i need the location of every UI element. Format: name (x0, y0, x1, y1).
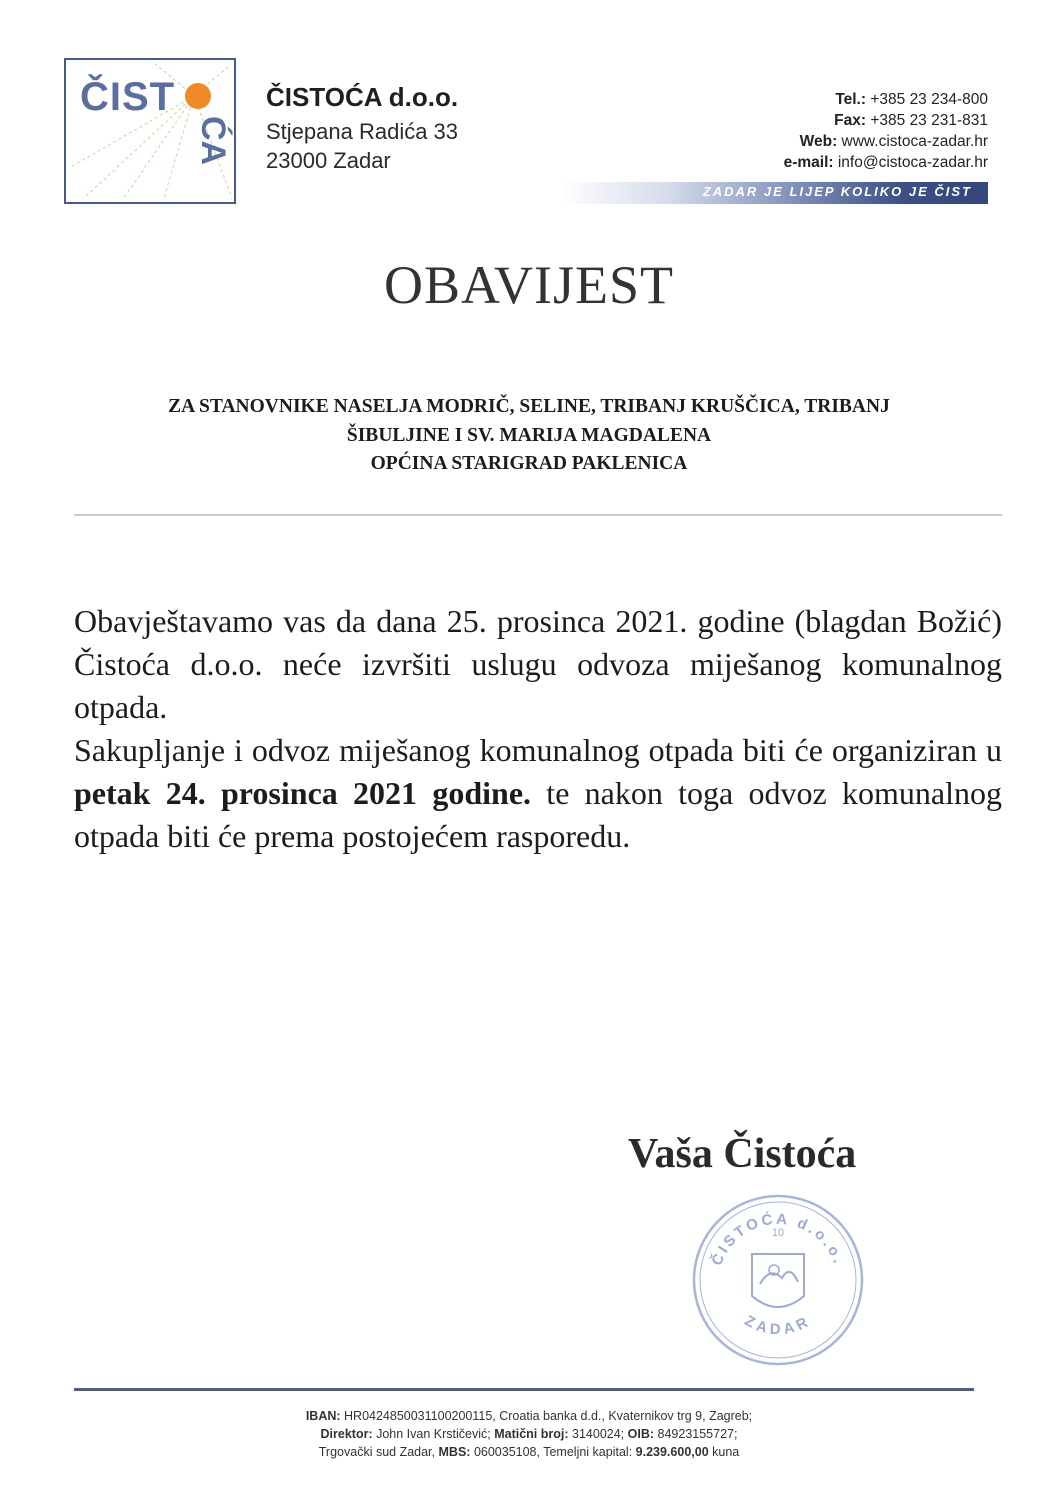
oib-value: 84923155727; (657, 1427, 738, 1441)
web-label: Web: (799, 133, 838, 150)
svg-text:ZADAR (742, 1312, 815, 1338)
fax-label: Fax: (834, 112, 867, 129)
mb-value: 3140024; (572, 1427, 625, 1441)
mb-label: Matični broj: (494, 1427, 569, 1441)
company-stamp (690, 1192, 866, 1368)
notice-title: OBAVIJEST (383, 255, 675, 315)
body-paragraph-1: Obavještavamo vas da dana 25. prosinca 2021. godine (blagdan Božić) Čistoća d.o.o. neće izvršiti uslugu odvoza miješanog komunalnog otpada. (74, 603, 1002, 725)
mbs-label: MBS: (438, 1445, 471, 1459)
contact-block (784, 89, 988, 173)
company-logo (64, 58, 236, 204)
director-label: Direktor: (320, 1427, 373, 1441)
slogan-bar (560, 182, 988, 204)
contact-web (784, 131, 988, 152)
director-value: John Ivan Krstičević; (376, 1427, 491, 1441)
subtitle-line-2: ŠIBULJINE I SV. MARIJA MAGDALENA (346, 425, 712, 446)
header-divider (74, 514, 1002, 516)
court-value: Trgovački sud Zadar, (318, 1445, 436, 1459)
contact-fax (784, 110, 988, 131)
stamp-bottom-text: ZADAR (741, 1312, 815, 1339)
footer-divider (74, 1388, 974, 1391)
company-street: Stjepana Radića 33 (266, 119, 459, 144)
subtitle-line-3: OPĆINA STARIGRAD PAKLENICA (370, 453, 688, 474)
iban-value: HR0424850031100200115, Croatia banka d.d., Kvaternikov trg 9, Zagreb; (344, 1409, 753, 1423)
svg-text:ČIST: ČIST (80, 75, 176, 119)
footer-registry (0, 1427, 1058, 1441)
oib-label: OIB: (627, 1427, 655, 1441)
signature: Vaša Čistoća (628, 1131, 857, 1177)
capital-currency: kuna (712, 1445, 740, 1459)
footer-bank (0, 1409, 1058, 1423)
web-value[interactable]: www.cistoca-zadar.hr (841, 133, 988, 150)
svg-text:ĆA: ĆA (194, 116, 232, 166)
footer-court (0, 1445, 1058, 1459)
body-paragraph-2 (74, 729, 1002, 858)
email-value[interactable]: info@cistoca-zadar.hr (837, 154, 988, 171)
slogan-text: ZADAR JE LIJEP KOLIKO JE ČIST (702, 184, 972, 199)
tel-value: +385 23 234-800 (870, 91, 988, 108)
notice-body (74, 600, 1002, 858)
contact-email (784, 152, 988, 173)
p2-text-end: te nakon toga odvoz komunalnog otpada biti će prema postojećem rasporedu. (74, 775, 1003, 854)
contact-tel (784, 89, 988, 110)
tel-label: Tel.: (835, 91, 867, 108)
capital-value: 9.239.600,00 (635, 1445, 709, 1459)
capital-label: Temeljni kapital: (543, 1445, 633, 1459)
subtitle-line-1: ZA STANOVNIKE NASELJA MODRIČ, SELINE, TRIBANJ KRUŠČICA, TRIBANJ (168, 396, 890, 417)
p2-text-start: Sakupljanje i odvoz miješanog komunalnog otpada biti će organiziran u (74, 732, 1002, 768)
p2-date-bold: petak 24. prosinca 2021 godine. (74, 775, 532, 811)
mbs-value: 060035108, (473, 1445, 540, 1459)
stamp-top-text: ČISTOĆA d.o.o. (708, 1210, 848, 1269)
company-name: ČISTOĆA d.o.o. (266, 82, 459, 112)
stamp-number: 10 (771, 1227, 785, 1239)
email-label: e-mail: (783, 154, 834, 171)
fax-value: +385 23 231-831 (870, 112, 988, 129)
iban-label: IBAN: (305, 1409, 341, 1423)
company-city: 23000 Zadar (266, 148, 391, 173)
